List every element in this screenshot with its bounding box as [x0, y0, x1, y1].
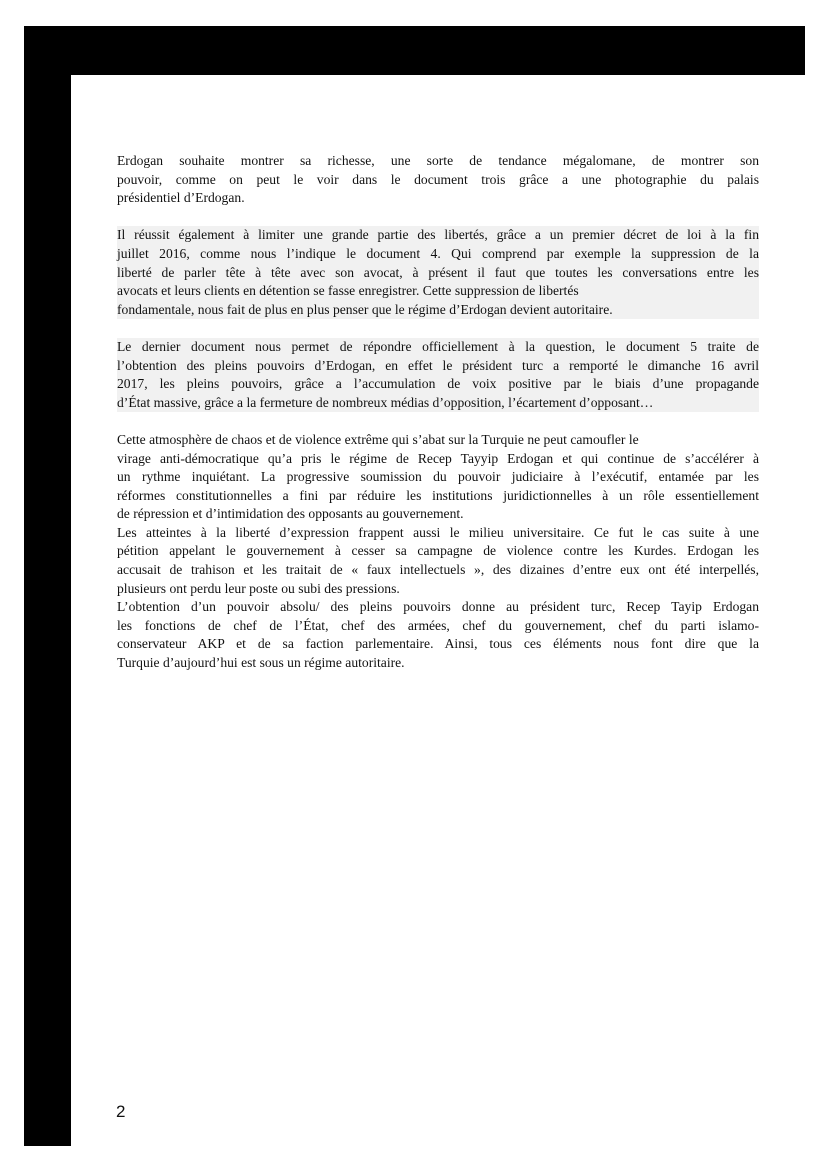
page-border [24, 26, 805, 1146]
text-line: juillet 2016, comme nous l’indique le document 4. Qui comprend par exemple la suppression de la [117, 245, 759, 261]
text-line: avocats et leurs clients en détention se fasse enregistrer. Cette suppression de libertés [117, 283, 579, 299]
page [71, 75, 806, 1148]
paragraph-6 [117, 598, 759, 672]
paragraph-1 [117, 152, 759, 208]
text-line: L’obtention d’un pouvoir absolu/ des pleins pouvoirs donne au président turc, Recep Tayip Erdogan [117, 599, 759, 615]
document-body [117, 152, 759, 673]
text-line: présidentiel d’Erdogan. [117, 190, 245, 206]
text-line: Les atteintes à la liberté d’expression frappent aussi le milieu universitaire. Ce fut le cas suite à une [117, 524, 759, 540]
text-line: pouvoir, comme on peut le voir dans le document trois grâce a une photographie du palais [117, 171, 759, 187]
text-line: d’État massive, grâce a la fermeture de nombreux médias d’opposition, l’écartement d’opposant… [117, 394, 654, 410]
text-line: les fonctions de chef de l’État, chef des armées, chef du gouvernement, chef du parti islamo- [117, 617, 759, 633]
text-line: plusieurs ont perdu leur poste ou subi des pressions. [117, 580, 400, 596]
text-line: l’obtention des pleins pouvoirs d’Erdogan, en effet le président turc a remporté le dimanche 16 avril [117, 357, 759, 373]
text-line: de répression et d’intimidation des opposants au gouvernement. [117, 506, 464, 522]
text-line: Turquie d’aujourd’hui est sous un régime autoritaire. [117, 655, 405, 671]
page-number: 2 [116, 1102, 126, 1121]
text-line: Il réussit également à limiter une grande partie des libertés, grâce a un premier décret de loi à la fin [117, 227, 759, 243]
text-line: Erdogan souhaite montrer sa richesse, une sorte de tendance mégalomane, de montrer son [117, 153, 759, 168]
paragraph-4 [117, 431, 759, 524]
text-line: un rythme inquiétant. La progressive soumission du pouvoir judiciaire à l’exécutif, entamée par les [117, 469, 759, 485]
text-line: Le dernier document nous permet de répondre officiellement à la question, le document 5 traite de [117, 338, 759, 354]
text-line: accusait de trahison et les traitait de « faux intellectuels », des dizaines d’entre eux ont été interpellés, [117, 562, 759, 578]
text-line: pétition appelant le gouvernement à cesser sa campagne de violence contre les Kurdes. Erdogan les [117, 543, 759, 559]
text-line: liberté de parler tête à tête avec son avocat, à présent il faut que toutes les conversations entre les [117, 264, 759, 280]
paragraph-5 [117, 524, 759, 598]
paragraph-2 [117, 226, 759, 319]
text-line: conservateur AKP et de sa faction parlementaire. Ainsi, tous ces éléments nous font dire que la [117, 636, 759, 652]
paragraph-3 [117, 338, 759, 412]
text-line: Cette atmosphère de chaos et de violence extrême qui s’abat sur la Turquie ne peut camoufler le [117, 431, 639, 447]
text-line: virage anti-démocratique qu’a pris le régime de Recep Tayyip Erdogan et qui continue de s’accélérer à [117, 450, 759, 466]
text-line: fondamentale, nous fait de plus en plus penser que le régime d’Erdogan devient autoritaire. [117, 301, 613, 317]
text-line: réformes constitutionnelles a fini par réduire les institutions juridictionnelles à un rôle essentiellement [117, 487, 759, 503]
text-line: 2017, les pleins pouvoirs, grâce a l’accumulation de voix positive par le biais d’une propagande [117, 376, 759, 392]
